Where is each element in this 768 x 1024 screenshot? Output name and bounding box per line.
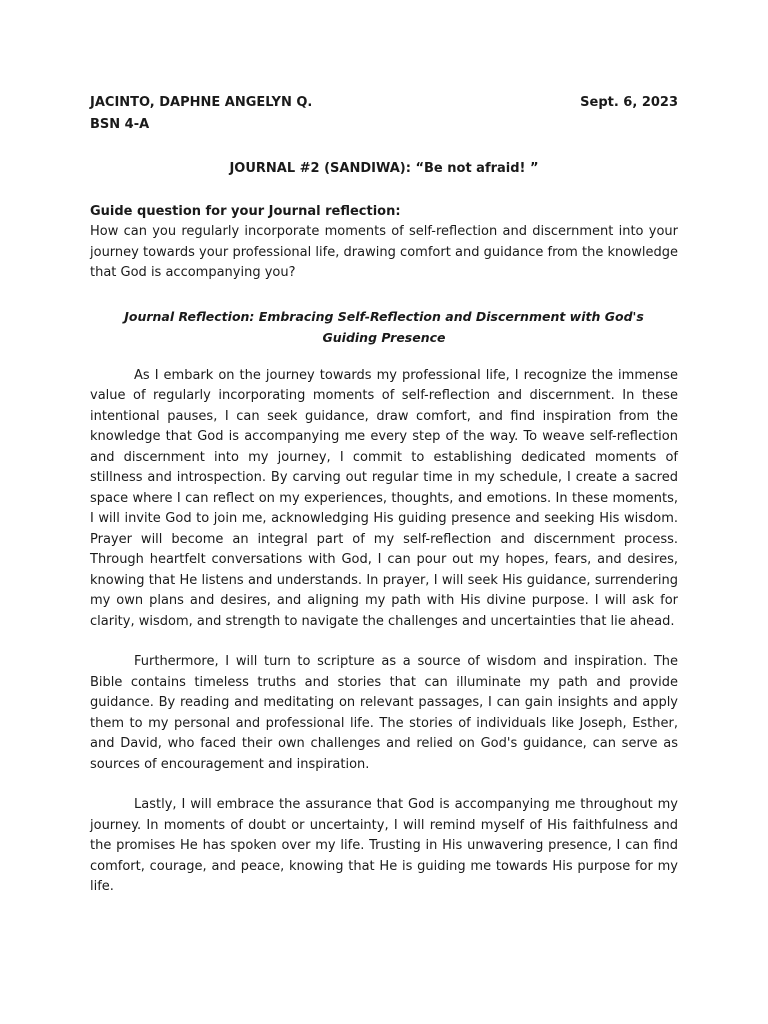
guide-question-text: How can you regularly incorporate moments of self-reflection and discernment into your journey towards your professional life, drawing comfort and guidance from the knowledge that God is accompanying you?	[90, 224, 678, 280]
document-page	[90, 92, 678, 898]
student-name: JACINTO, DAPHNE ANGELYN Q.	[90, 95, 313, 110]
reflection-paragraph-3: Lastly, I will embrace the assurance that God is accompanying me throughout my journey. In moments of doubt or uncertainty, I will remind myself of His faithfulness and the promises He has spoken over my life. Trusting in His unwavering presence, I can find comfort, courage, and peace, knowing that He is guiding me towards His purpose for my life.	[90, 797, 678, 894]
reflection-title: Journal Reflection: Embracing Self-Reflection and Discernment with God's Guiding Presence	[124, 308, 644, 345]
reflection-paragraph-1: As I embark on the journey towards my professional life, I recognize the immense value of regularly incorporating moments of self-reflection and discernment. In these intentional pauses, I can seek guidance, draw comfort, and find inspiration from the knowledge that God is accompanying me every step of the way. To weave self-reflection and discernment into my journey, I commit to establishing dedicated moments of stillness and introspection. By carving out regular time in my schedule, I create a sacred space where I can reflect on my experiences, thoughts, and emotions. In these moments, I will invite God to join me, acknowledging His guiding presence and seeking His wisdom. Prayer will become an integral part of my self-reflection and discernment process. Through heartfelt conversations with God, I can pour out my hopes, fears, and desires, knowing that He listens and understands. In prayer, I will seek His guidance, surrendering my own plans and desires, and aligning my path with His divine purpose. I will ask for clarity, wisdom, and strength to navigate the challenges and uncertainties that lie ahead.	[90, 367, 678, 629]
guide-question-label: Guide question for your Journal reflection:	[90, 204, 401, 219]
header-row	[90, 92, 678, 114]
journal-date: Sept. 6, 2023	[580, 95, 678, 110]
journal-title: JOURNAL #2 (SANDIWA): “Be not afraid! ”	[229, 161, 539, 176]
reflection-paragraph-2: Furthermore, I will turn to scripture as a source of wisdom and inspiration. The Bible contains timeless truths and stories that can illuminate my path and provide guidance. By reading and meditating on relevant passages, I can gain insights and apply them to my personal and professional life. The stories of individuals like Joseph, Esther, and David, who faced their own challenges and relied on God's guidance, can serve as sources of encouragement and inspiration.	[90, 654, 678, 772]
class-section: BSN 4-A	[90, 117, 150, 132]
